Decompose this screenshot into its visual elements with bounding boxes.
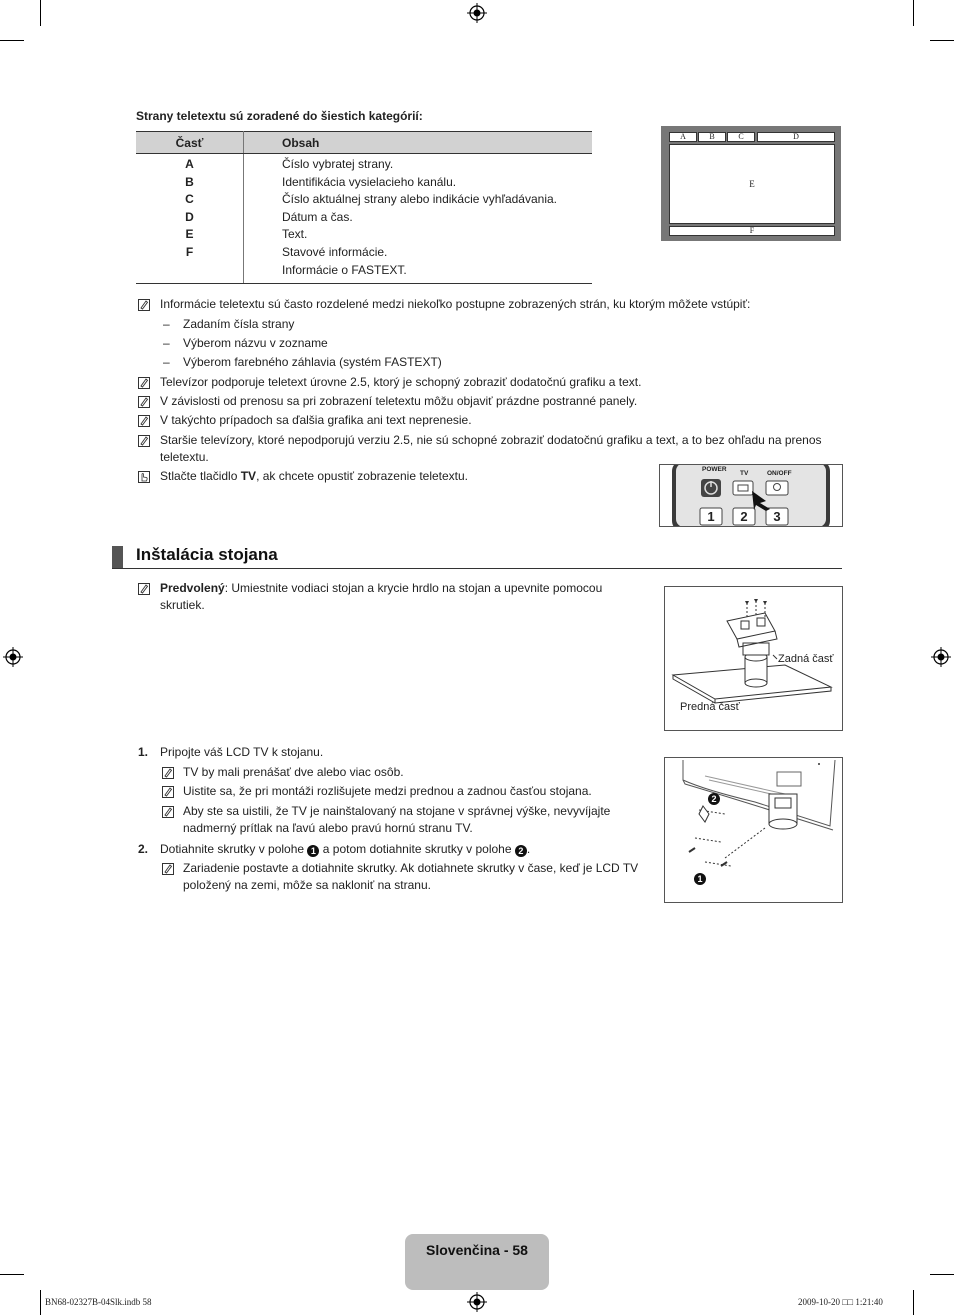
marker-1-icon: 1 [694,873,706,885]
marker-1-icon: 1 [307,845,319,857]
note-text: Staršie televízory, ktoré nepodporujú verziu 2.5, nie sú schopné zobraziť dodatočnú grafiku a text, a to bez ohľadu na prenos teletextu. [160,433,822,464]
marker-2-icon: 2 [515,845,527,857]
step-text: Pripojte váš LCD TV k stojanu. [160,745,324,759]
tv-mounting-illustration [664,757,843,903]
teletext-region-b: B [698,132,726,142]
dash-bullet: – [163,355,170,369]
column-header: Časť [136,132,244,154]
note-icon [138,435,150,447]
note-text: Uistite sa, že pri montáži rozlišujete medzi prednou a zadnou časťou stojana. [183,784,592,798]
table-row: D Dátum a čas. [136,210,592,228]
dash-bullet: – [163,336,170,350]
teletext-table [136,131,592,284]
crop-mark [913,1290,914,1315]
table-row: E Text. [136,227,592,245]
stand-illustration [664,586,843,731]
dash-bullet: – [163,317,170,331]
table-row: A Číslo vybratej strany. [136,154,592,175]
registration-mark-icon [3,647,23,667]
teletext-region-a: A [669,132,697,142]
table-row: F Stavové informácie. [136,245,592,263]
note-text: Stlačte tlačidlo TV, ak chcete opustiť zobrazenie teletextu. [160,469,469,483]
key-3: 3 [773,509,781,524]
note-text: V závislosti od prenosu sa pri zobrazení teletextu môžu objaviť prázdne postranné panely. [160,394,638,408]
table-title: Strany teletextu sú zoradené do šiestich kategórií: [136,109,423,123]
note-icon [162,806,174,818]
remote-control-illustration [659,464,843,527]
note-icon [138,299,150,311]
list-item: Zadaním čísla strany [183,317,295,331]
key-2: 2 [740,509,748,524]
page-number: Slovenčina - 58 [426,1242,528,1258]
hand-press-icon [138,471,150,483]
heading-underline [112,568,842,569]
note-text: Aby ste sa uistili, že TV je nainštalovaný na stojane v správnej výške, nevyvíjajte nadmerný prítlak na ľavú alebo pravú hornú stranu TV. [183,804,611,835]
note-icon [162,863,174,875]
crop-mark [0,40,24,41]
note-icon [138,415,150,427]
step-number: 1. [138,745,149,759]
power-label: POWER [702,466,727,473]
imprint-date: 2009-10-20 □□ 1:21:40 [798,1297,883,1307]
crop-mark [0,1274,24,1275]
back-label: Zadná časť [778,653,834,665]
table-row: B Identifikácia vysielacieho kanálu. [136,175,592,193]
note-icon [162,786,174,798]
crop-mark [913,0,914,26]
marker-2-icon: 2 [708,793,720,805]
registration-mark-icon [467,3,487,23]
note-text: V takýchto prípadoch sa ďalšia grafika ani text neprenesie. [160,413,472,427]
onoff-label: ON/OFF [767,470,792,477]
list-item: Výberom farebného záhlavia (systém FASTEXT) [183,355,442,369]
note-text: Informácie teletextu sú často rozdelené medzi niekoľko postupne zobrazených strán, ku ktorým môžete vstúpiť: [160,297,751,311]
key-1: 1 [707,509,715,524]
crop-mark [40,0,41,26]
note-icon [138,396,150,408]
list-item: Výberom názvu v zozname [183,336,328,350]
note-icon [138,377,150,389]
tv-back-icon [665,758,842,902]
teletext-region-c: C [727,132,755,142]
teletext-region-e: E [669,144,835,224]
crop-mark [40,1290,41,1315]
crop-mark [930,40,954,41]
crop-mark [930,1274,954,1275]
front-label: Predná časť [680,701,740,713]
note-text: TV by mali prenášať dve alebo viac osôb. [183,765,404,779]
teletext-screen-diagram [661,126,841,241]
registration-mark-icon [467,1292,487,1312]
tv-label: TV [740,470,749,477]
table-row: C Číslo aktuálnej strany alebo indikácie vyhľadávania. [136,192,592,210]
section-heading: Inštalácia stojana [136,545,278,564]
note-text: Zariadenie postavte a dotiahnite skrutky. Ak dotiahnete skrutky v čase, keď je LCD TV položený na zemi, môže sa nakloniť na stranu. [183,861,639,892]
teletext-region-d: D [757,132,835,142]
step-text: Dotiahnite skrutky v polohe 1 a potom dotiahnite skrutky v polohe 2 . [160,842,531,856]
imprint-file: BN68-02327B-04Slk.indb 58 [45,1297,152,1307]
registration-mark-icon [931,647,951,667]
step-number: 2. [138,842,149,856]
note-text: Televízor podporuje teletext úrovne 2.5, ktorý je schopný zobraziť dodatočnú grafiku a text. [160,375,642,389]
heading-marker [112,546,123,568]
note-icon [162,767,174,779]
note-icon [138,583,150,595]
table-row: Informácie o FASTEXT. [136,263,592,284]
column-header: Obsah [244,132,593,154]
teletext-region-f: F [669,226,835,236]
note-text: Predvolený: Umiestnite vodiaci stojan a krycie hrdlo na stojan a upevnite pomocou skrutiek. [160,581,603,612]
